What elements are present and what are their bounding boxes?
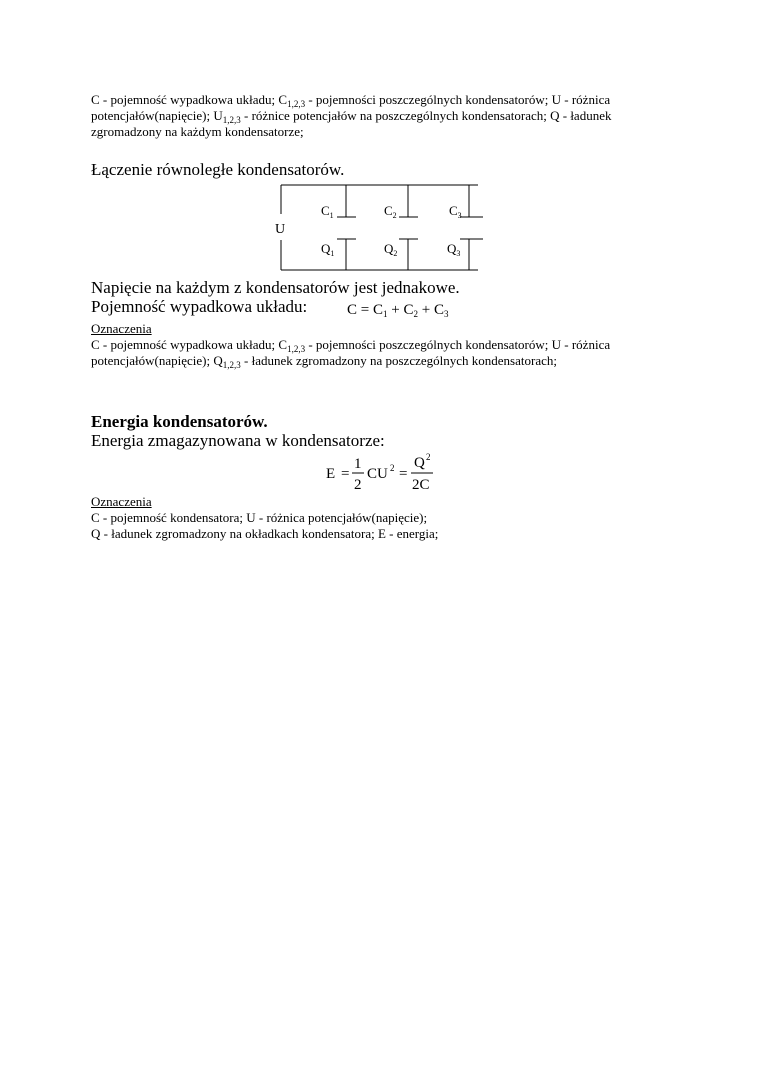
cap2-q-label: $Q_2$ (384, 241, 398, 258)
cap3-c-label: $C_3$ (449, 203, 462, 220)
intro-line-2 (91, 108, 611, 124)
parallel-heading: Łączenie równoległe kondensatorów. (91, 160, 345, 179)
energy-legend-title: Oznaczenia (91, 494, 152, 509)
parallel-statement: Napięcie na każdym z kondensatorów jest jednakowe. (91, 278, 460, 297)
intro-line-1-text-b: - pojemności poszczególnych kondensatorów; U - różnica (305, 92, 611, 107)
parallel-legend-title: Oznaczenia (91, 321, 152, 336)
intro-line-1-subscript: 1,2,3 (287, 99, 306, 109)
intro-line-3: zgromadzony na każdym kondensatorze; (91, 124, 304, 139)
energy-formula-lhs: E (326, 466, 336, 482)
energy-formula-eq-1: = (341, 466, 350, 482)
cap2-c-label: $C_2$ (384, 203, 397, 220)
intro-line-2-text-a: potencjałów(napięcie); U (91, 108, 223, 123)
energy-formula (322, 452, 442, 494)
cap3-q-label: $Q_3$ (447, 241, 461, 258)
parallel-circuit-diagram (270, 182, 490, 274)
energy-formula-eq-2: = (399, 466, 408, 482)
energy-formula-frac1-num: 1 (354, 456, 362, 472)
intro-line-2-text-b: - różnice potencjałów na poszczególnych kondensatorach; Q - ładunek (240, 108, 612, 123)
energy-heading: Energia kondensatorów. (91, 412, 268, 431)
energy-formula-frac1-den: 2 (354, 477, 362, 493)
intro-line-1-text-a: C - pojemność wypadkowa układu; C (91, 92, 288, 107)
intro-line-1 (91, 92, 610, 108)
energy-formula-frac2-num-sup: 2 (426, 452, 431, 462)
capacity-label: Pojemność wypadkowa układu: (91, 297, 308, 316)
parallel-legend-line-1: C - pojemność wypadkowa układu; $C_{1,2,3}$ - pojemności poszczególnych kondensatorów; U - różnica (91, 337, 611, 354)
intro-line-2-subscript: 1,2,3 (222, 115, 241, 125)
energy-formula-mid: CU (367, 466, 388, 482)
cap1-c-label: $C_1$ (321, 203, 334, 220)
energy-formula-mid-sup: 2 (390, 463, 395, 473)
parallel-capacity-formula: $C = C_1 + C_2 + C_3$ (347, 302, 449, 319)
energy-subheading: Energia zmagazynowana w kondensatorze: (91, 431, 385, 450)
energy-formula-frac2-den: 2C (412, 477, 430, 493)
cap1-q-label: $Q_1$ (321, 241, 335, 258)
energy-legend-line-1: C - pojemność kondensatora; U - różnica potencjałów(napięcie); (91, 510, 428, 525)
energy-formula-frac2-num: Q (414, 455, 425, 471)
parallel-legend-line-2: potencjałów(napięcie); $Q_{1,2,3}$ - ładunek zgromadzony na poszczególnych kondensatorach; (91, 353, 557, 370)
circuit-u-label: U (275, 222, 286, 237)
energy-legend-line-2: Q - ładunek zgromadzony na okładkach kondensatora; E - energia; (91, 526, 439, 541)
